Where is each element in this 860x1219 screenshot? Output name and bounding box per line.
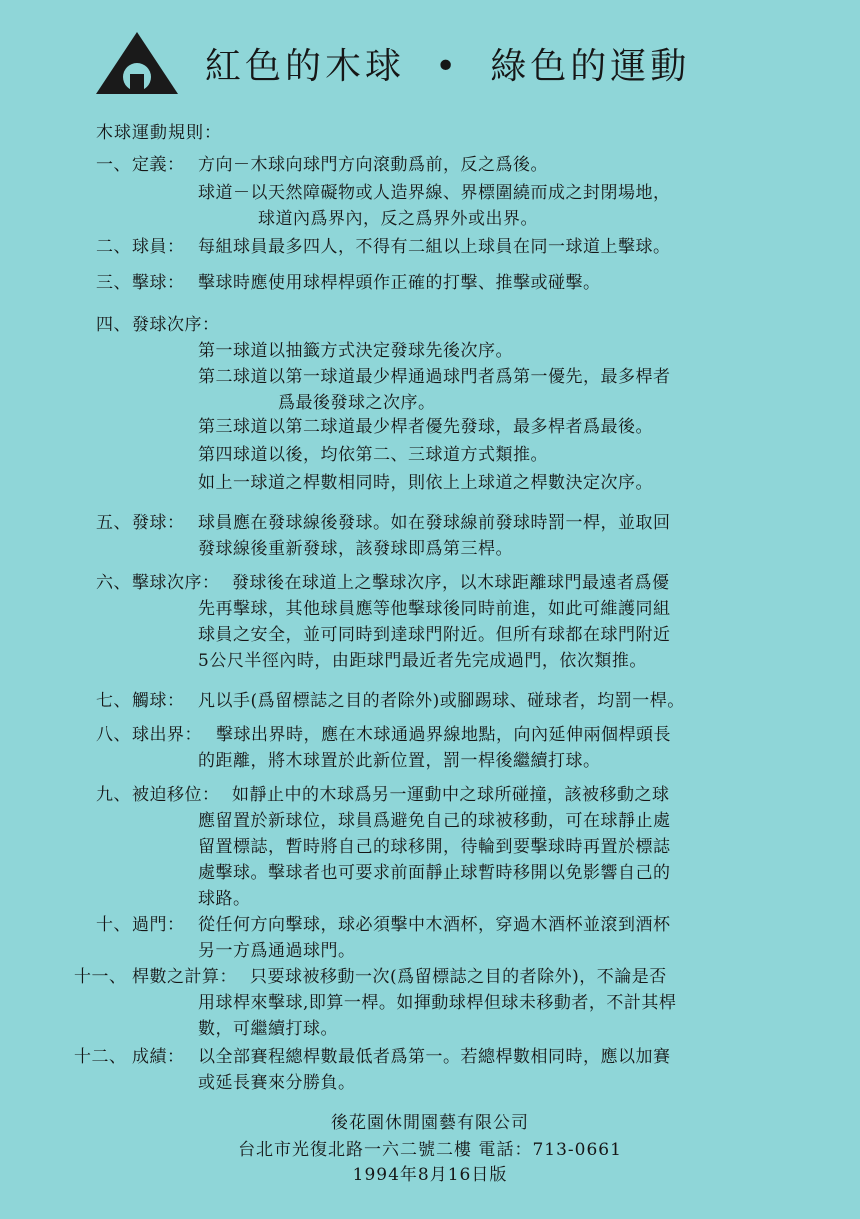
rule-label: 觸球： <box>132 691 185 711</box>
rule-text-line: 用球桿來擊球,即算一桿。如揮動球桿但球未移動者，不計其桿 <box>198 993 677 1013</box>
rule-number: 七、 <box>96 691 131 711</box>
rule-label: 擊球次序： <box>132 573 220 593</box>
rule-text-line: 第四球道以後，均依第二、三球道方式類推。 <box>198 445 548 465</box>
rule-text-line: 凡以手(爲留標誌之目的者除外)或腳踢球、碰球者，均罰一桿。 <box>198 691 685 711</box>
rule-number: 八、 <box>96 725 131 745</box>
rule-label: 發球次序： <box>132 315 220 335</box>
rule-text-line: 從任何方向擊球，球必須擊中木酒杯，穿過木酒杯並滾到酒杯 <box>198 915 671 935</box>
rule-text-line: 或延長賽來分勝負。 <box>198 1073 356 1093</box>
rule-text-line: 第二球道以第一球道最少桿通過球門者爲第一優先，最多桿者 <box>198 367 671 387</box>
rule-label: 定義： <box>132 155 185 175</box>
rule-number: 十一、 <box>74 967 127 987</box>
company-logo <box>96 32 178 94</box>
rule-text-line: 第三球道以第二球道最少桿者優先發球，最多桿者爲最後。 <box>198 417 653 437</box>
rule-text-line: 以全部賽程總桿數最低者爲第一。若總桿數相同時，應以加賽 <box>198 1047 671 1067</box>
rule-text-line: 球員之安全，並可同時到達球門附近。但所有球都在球門附近 <box>198 625 671 645</box>
rule-text-line: 先再擊球，其他球員應等他擊球後同時前進，如此可維護同組 <box>198 599 671 619</box>
title-dot: • <box>435 46 461 87</box>
rule-number: 三、 <box>96 273 131 293</box>
rule-text-line: 球道內爲界內，反之爲界外或出界。 <box>258 209 538 229</box>
rule-text-line: 處擊球。擊球者也可要求前面靜止球暫時移開以免影響自己的 <box>198 863 671 883</box>
rule-label: 過門： <box>132 915 185 935</box>
rule-text-line: 如上一球道之桿數相同時，則依上上球道之桿數決定次序。 <box>198 473 653 493</box>
rule-text-line: 擊球時應使用球桿桿頭作正確的打擊、推擊或碰擊。 <box>198 273 601 293</box>
rule-number: 六、 <box>96 573 131 593</box>
rule-label: 成績： <box>132 1047 185 1067</box>
rule-label: 被迫移位： <box>132 785 220 805</box>
rule-text-line: 如靜止中的木球爲另一運動中之球所碰撞，該被移動之球 <box>232 785 670 805</box>
footer-edition: 1994年8月16日版 <box>352 1165 508 1185</box>
rule-text-line: 另一方爲通過球門。 <box>198 941 356 961</box>
rule-text-line: 擊球出界時，應在木球通過界線地點，向內延伸兩個桿頭長 <box>216 725 671 745</box>
rule-label: 發球： <box>132 513 185 533</box>
rule-number: 十、 <box>96 915 131 935</box>
rule-text-line: 的距離，將木球置於此新位置，罰一桿後繼續打球。 <box>198 751 601 771</box>
rule-text-line: 爲最後發球之次序。 <box>278 393 436 413</box>
rule-number: 四、 <box>96 315 131 335</box>
rule-number: 二、 <box>96 237 131 257</box>
rule-text-line: 留置標誌，暫時將自己的球移開，待輪到要擊球時再置於標誌 <box>198 837 671 857</box>
rule-label: 球出界： <box>132 725 202 745</box>
rule-text-line: 應留置於新球位，球員爲避免自己的球被移動，可在球靜止處 <box>198 811 671 831</box>
title-left: 紅色的木球 <box>205 46 406 87</box>
rule-text-line: 球路。 <box>198 889 251 909</box>
rule-text-line: 發球後在球道上之擊球次序，以木球距離球門最遠者爲優 <box>232 573 670 593</box>
rule-label: 擊球： <box>132 273 185 293</box>
rule-label: 桿數之計算： <box>132 967 237 987</box>
title-right: 綠色的運動 <box>490 46 691 87</box>
rule-text-line: 5公尺半徑內時，由距球門最近者先完成過門，依次類推。 <box>198 651 647 671</box>
rule-number: 十二、 <box>74 1047 127 1067</box>
rule-text-line: 球道－以天然障礙物或人造界線、界標圍繞而成之封閉場地， <box>198 183 671 203</box>
rule-text-line: 發球線後重新發球，該發球即爲第三桿。 <box>198 539 513 559</box>
rule-text-line: 方向－木球向球門方向滾動爲前，反之爲後。 <box>198 155 548 175</box>
footer-company: 後花園休閒園藝有限公司 <box>331 1113 529 1133</box>
rule-text-line: 只要球被移動一次(爲留標誌之目的者除外)，不論是否 <box>250 967 667 987</box>
rule-text-line: 球員應在發球線後發球。如在發球線前發球時罰一桿，並取回 <box>198 513 671 533</box>
page-title <box>205 38 690 89</box>
rule-text-line: 第一球道以抽籤方式決定發球先後次序。 <box>198 341 513 361</box>
rule-text-line: 每組球員最多四人，不得有二組以上球員在同一球道上擊球。 <box>198 237 671 257</box>
rule-text-line: 數，可繼續打球。 <box>198 1019 338 1039</box>
rule-number: 九、 <box>96 785 131 805</box>
rule-label: 球員： <box>132 237 185 257</box>
rule-number: 一、 <box>96 155 131 175</box>
rule-number: 五、 <box>96 513 131 533</box>
rules-heading: 木球運動規則： <box>96 123 222 143</box>
footer-address: 台北市光復北路一六二號二樓 電話：713-0661 <box>238 1140 622 1160</box>
